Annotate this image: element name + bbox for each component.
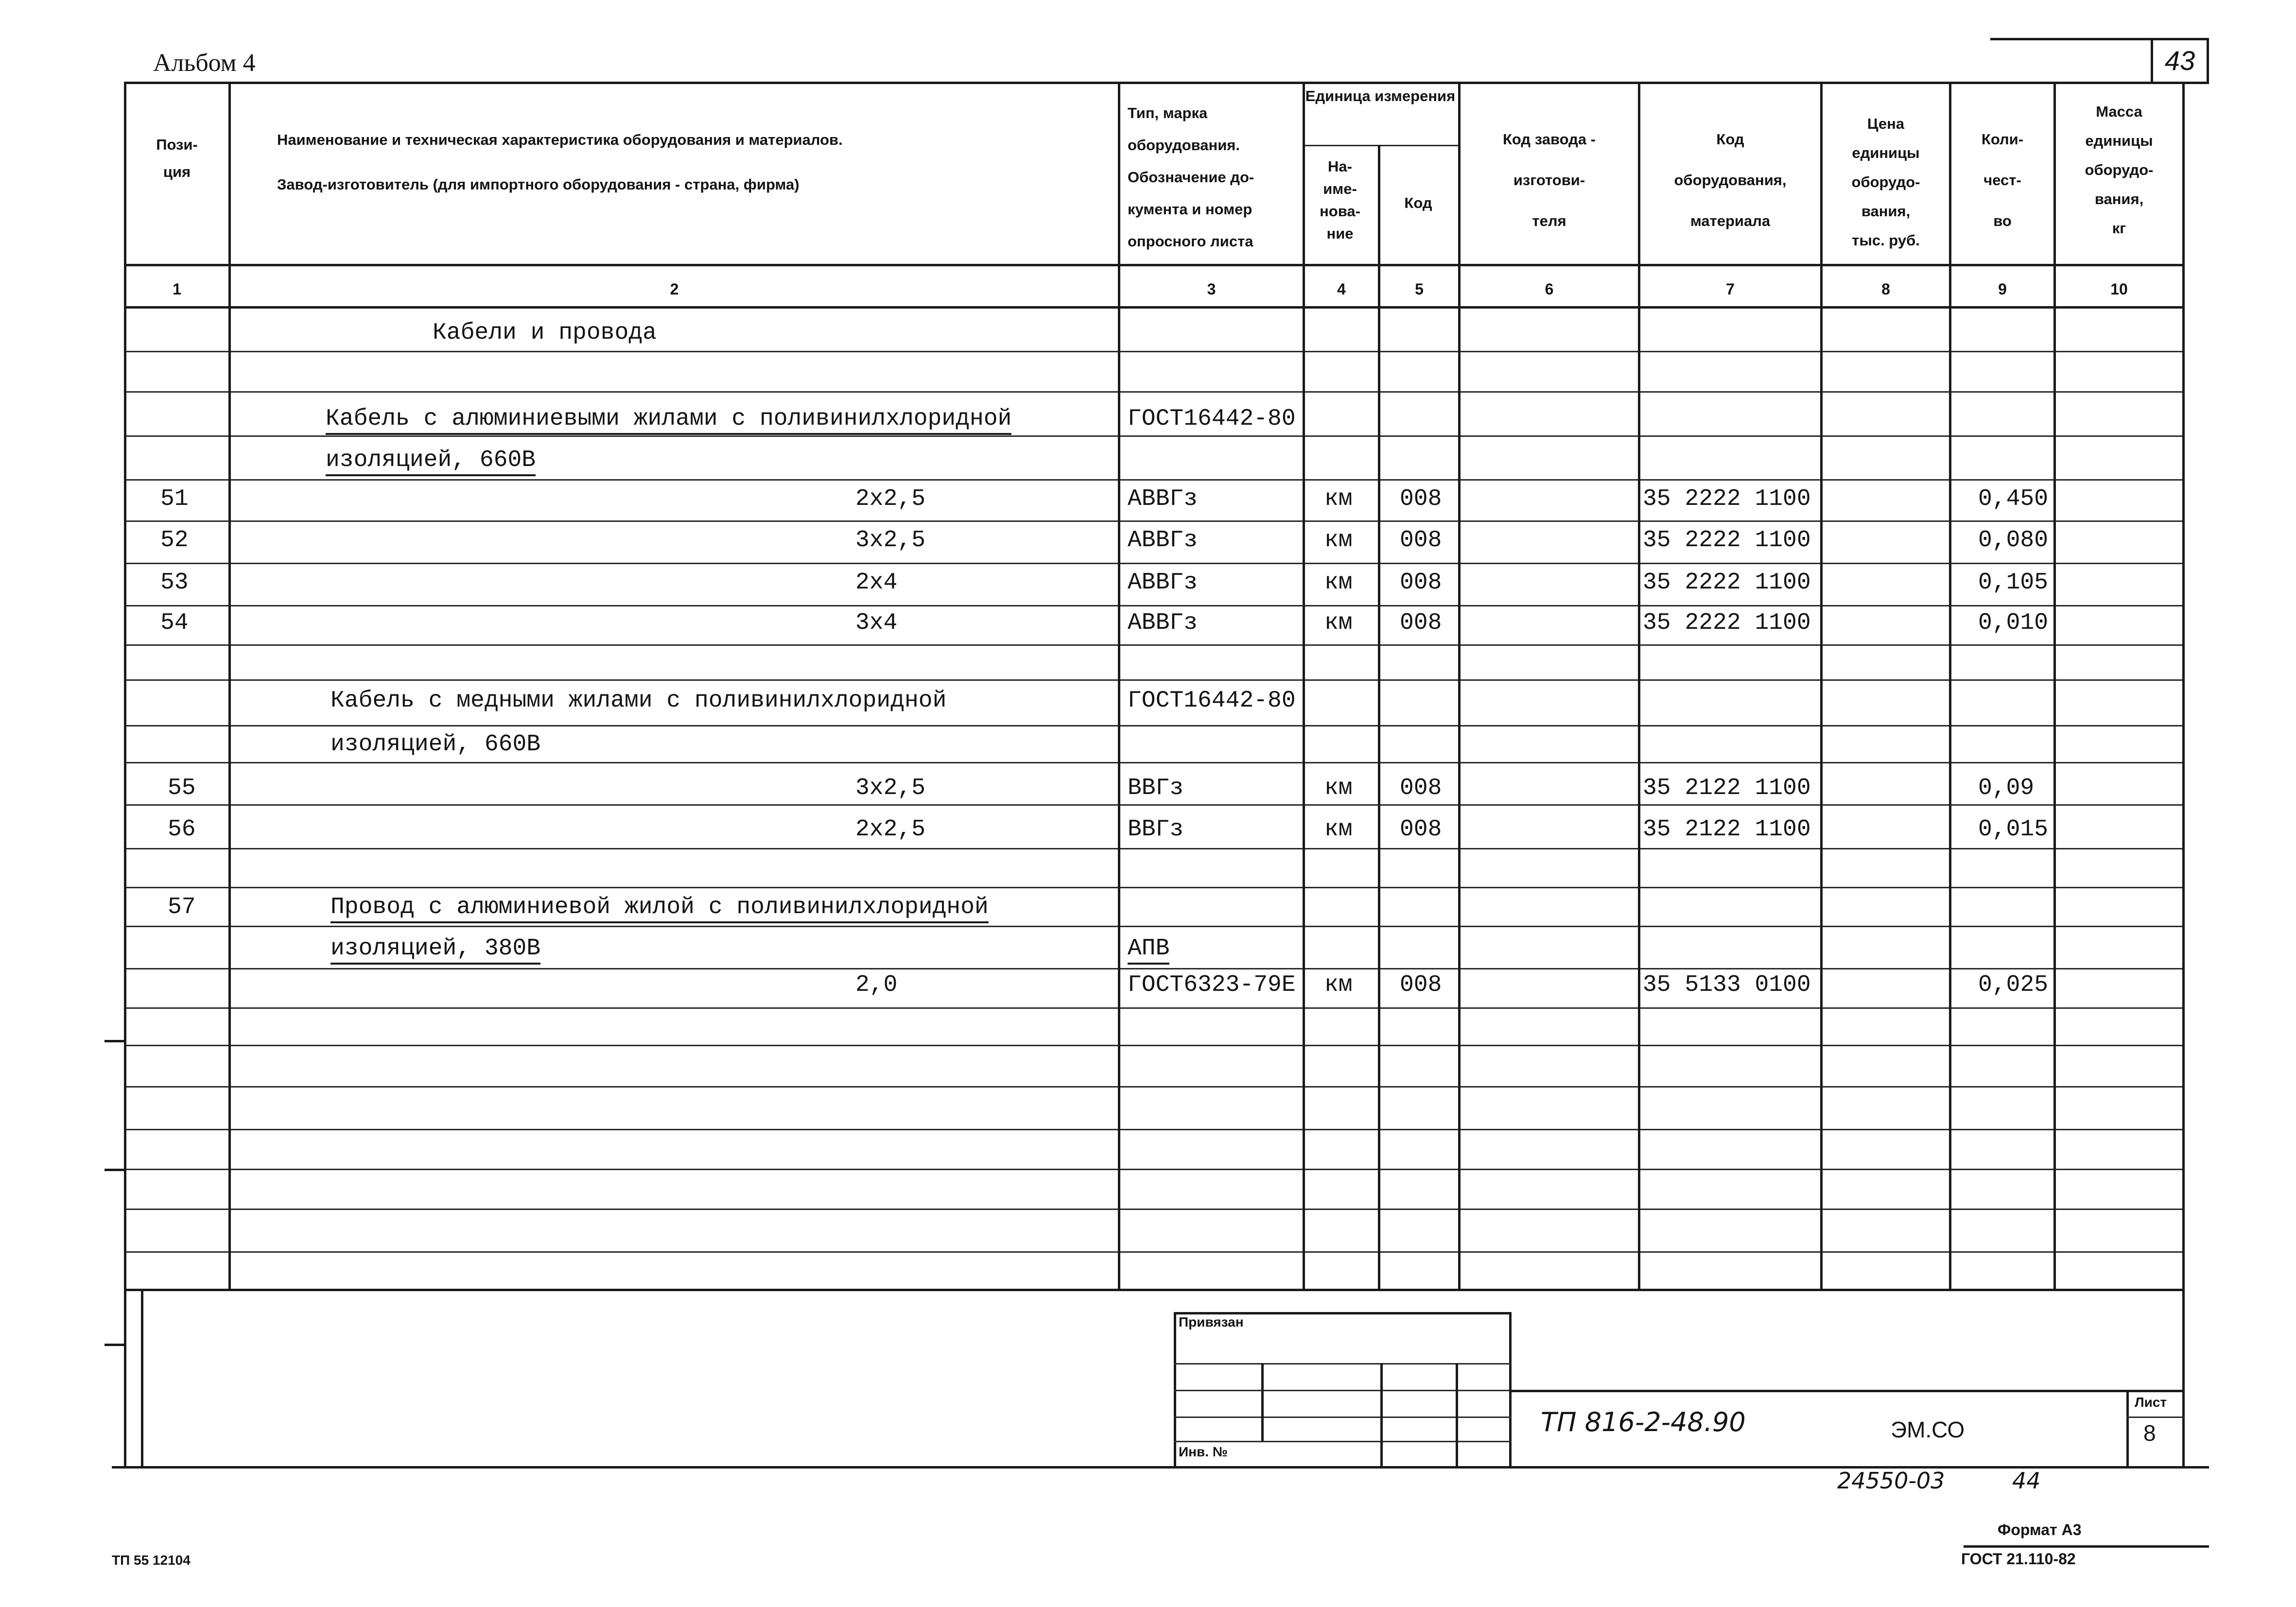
section2-name-line2: изоляцией, 660В bbox=[330, 731, 541, 758]
document-suffix: ЭМ.СО bbox=[1891, 1417, 1965, 1442]
section2-name-line1: Кабель с медными жилами с поливинилхлоридной bbox=[330, 688, 947, 714]
section1-name-line2: изоляцией, 660В bbox=[326, 447, 536, 476]
header-unit-code: Код bbox=[1404, 194, 1432, 211]
document-code: ТП 816-2-48.90 bbox=[1541, 1407, 1746, 1437]
footer-divider bbox=[1964, 1545, 2209, 1548]
section1-name-line1: Кабель с алюминиевыми жилами с поливинилхлоридной bbox=[326, 406, 1011, 435]
section1-doc: ГОСТ16442-80 bbox=[1128, 406, 1296, 432]
header-unit-group: Единица измерения bbox=[1305, 87, 1456, 104]
corner-box-top bbox=[1990, 38, 2209, 40]
col-number: 3 bbox=[1207, 280, 1216, 298]
header-mass: Масса единицы оборудо- вания, кг bbox=[2085, 103, 2154, 237]
header-unit-name: На- име- нова- ние bbox=[1320, 158, 1360, 242]
col-number: 1 bbox=[173, 280, 181, 298]
gost-label: ГОСТ 21.110-82 bbox=[1961, 1550, 2076, 1568]
format-label: Формат А3 bbox=[1998, 1521, 2082, 1538]
col-number: 7 bbox=[1726, 280, 1735, 298]
archive-number: 24550-03 bbox=[1837, 1468, 1945, 1494]
sheet-corner-number: 43 bbox=[2164, 45, 2195, 76]
header-material-code: Код оборудования, материала bbox=[1674, 131, 1787, 229]
album-label: Альбом 4 bbox=[153, 49, 256, 77]
col-number: 4 bbox=[1337, 280, 1346, 298]
section2-doc: ГОСТ16442-80 bbox=[1128, 688, 1296, 714]
corner-box-left bbox=[2151, 38, 2153, 84]
col-number: 9 bbox=[1998, 280, 2007, 298]
header-position: Пози- ция bbox=[156, 136, 198, 180]
sheet-value: 8 bbox=[2143, 1420, 2156, 1446]
col-number: 10 bbox=[2110, 280, 2128, 298]
col-number: 8 bbox=[1881, 280, 1890, 298]
inventory-label: Инв. № bbox=[1179, 1444, 1228, 1459]
margin-tick bbox=[104, 1344, 126, 1346]
col-number: 6 bbox=[1545, 280, 1554, 298]
header-price: Цена единицы оборудо- вания, тыс. руб. bbox=[1851, 115, 1920, 249]
print-code: ТП 55 12104 bbox=[112, 1553, 191, 1568]
header-quantity: Коли- чест- во bbox=[1981, 131, 2024, 229]
header-type: Тип, марка оборудования. Обозначение до- кумента и номер опросного листа bbox=[1128, 104, 1254, 250]
margin-tick bbox=[104, 1040, 126, 1042]
header-name: Наименование и техническая характеристика оборудования и материалов. Завод-изготовитель (для импортного оборудования - страна, фирма) bbox=[277, 131, 843, 193]
corner-box-right bbox=[2207, 38, 2209, 84]
col-number: 2 bbox=[670, 280, 679, 298]
sheet-label: Лист bbox=[2135, 1395, 2167, 1410]
header-manufacturer-code: Код завода - изготови- теля bbox=[1502, 131, 1596, 229]
archive-page: 44 bbox=[2012, 1468, 2041, 1494]
section-title: Кабели и провода bbox=[433, 320, 657, 346]
bound-label: Привязан bbox=[1179, 1314, 1244, 1330]
col-number: 5 bbox=[1415, 280, 1424, 298]
margin-tick bbox=[104, 1169, 126, 1171]
